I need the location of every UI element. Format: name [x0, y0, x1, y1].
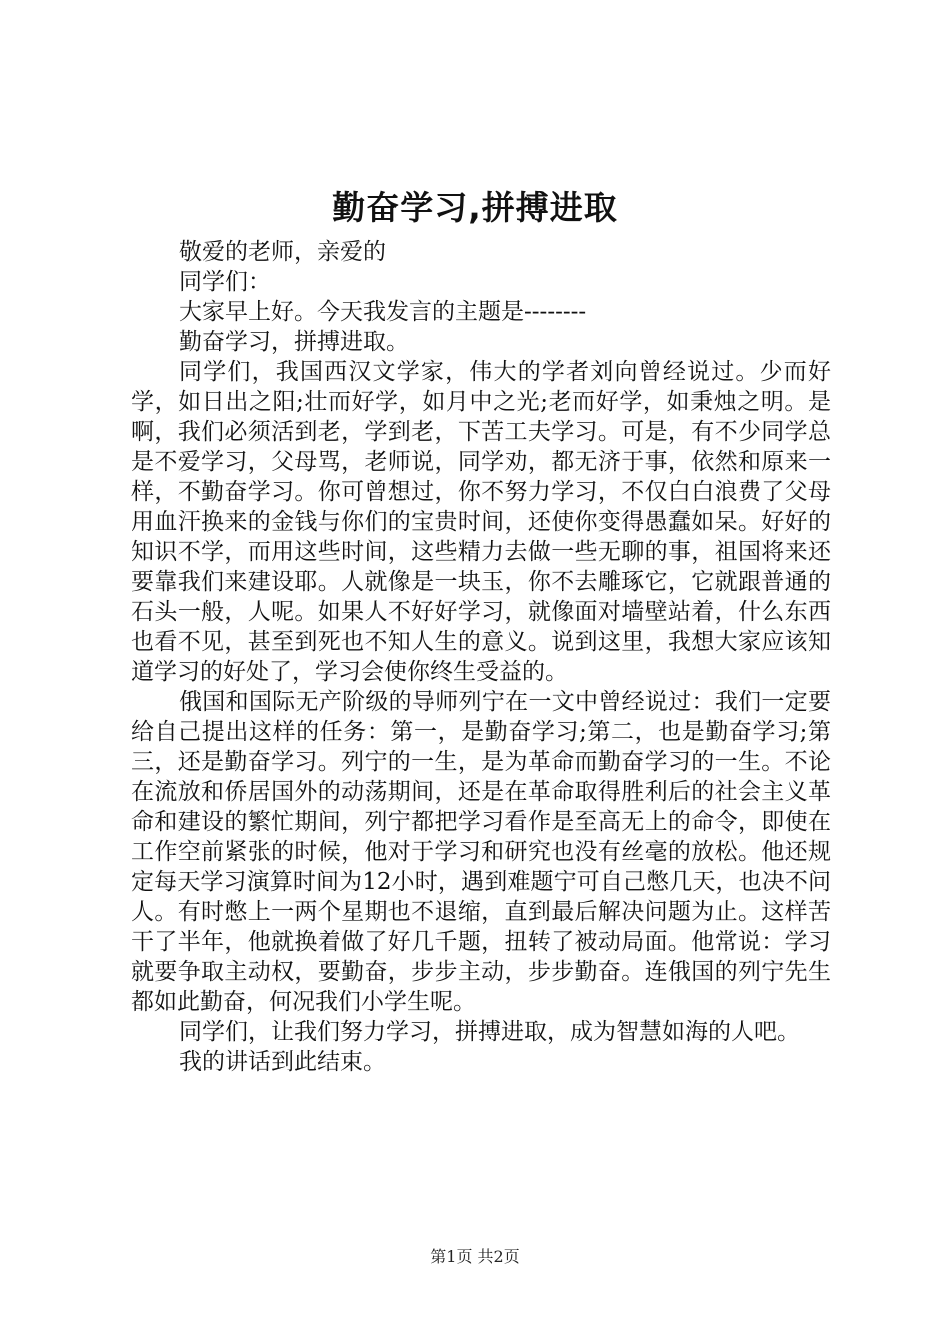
- salutation-line-1: 敬爱的老师，亲爱的: [179, 239, 386, 265]
- body-paragraph-1: 同学们，我国西汉文学家，伟大的学者刘向曾经说过。少而好学，如日出之阳;壮而好学，如月中之光;老而好学，如秉烛之明。是啊，我们必须活到老，学到老，下苦工夫学习。可是，有不少同学总是不爱学习，父母骂，老师说，同学劝，都无济于事，依然和原来一样，不勤奋学习。你可曾想过，你不努力学习，不仅白白浪费了父母用血汗换来的金钱与你们的宝贵时间，还使你变得愚蠢如呆。好好的知识不学，而用这些时间，这些精力去做一些无聊的事，祖国将来还要靠我们来建设耶。人就像是一块玉，你不去雕琢它，它就跟普通的石头一般，人呢。如果人不好好学习，就像面对墙壁站着，什么东西也看不见，甚至到死也不知人生的意义。说到这里，我想大家应该知道学习的好处了，学习会使你终生受益的。: [131, 359, 831, 685]
- document-body: [131, 237, 831, 1077]
- page-number-footer: 第1页 共2页: [430, 1247, 520, 1266]
- topic-paragraph: 勤奋学习，拼搏进取。: [179, 329, 409, 355]
- greeting-paragraph: 大家早上好。今天我发言的主题是--------: [179, 299, 587, 325]
- document-title: 勤奋学习,拼搏进取: [332, 188, 618, 227]
- closing-paragraph: 同学们，让我们努力学习，拼搏进取，成为智慧如海的人吧。: [179, 1019, 800, 1045]
- ending-paragraph: 我的讲话到此结束。: [179, 1049, 386, 1075]
- body-paragraph-2: 俄国和国际无产阶级的导师列宁在一文中曾经说过：我们一定要给自己提出这样的任务：第一，是勤奋学习;第二，也是勤奋学习;第三，还是勤奋学习。列宁的一生，是为革命而勤奋学习的一生。不论在流放和侨居国外的动荡期间，还是在革命取得胜利后的社会主义革命和建设的繁忙期间，列宁都把学习看作是至高无上的命令，即使在工作空前紧张的时候，他对于学习和研究也没有丝毫的放松。他还规定每天学习演算时间为12小时，遇到难题宁可自己憋几天，也决不问人。有时憋上一两个星期也不退缩，直到最后解决问题为止。这样苦干了半年，他就换着做了好几千题，扭转了被动局面。他常说：学习就要争取主动权，要勤奋，步步主动，步步勤奋。连俄国的列宁先生都如此勤奋，何况我们小学生呢。: [131, 689, 831, 1015]
- salutation-line-2: 同学们：: [179, 269, 271, 295]
